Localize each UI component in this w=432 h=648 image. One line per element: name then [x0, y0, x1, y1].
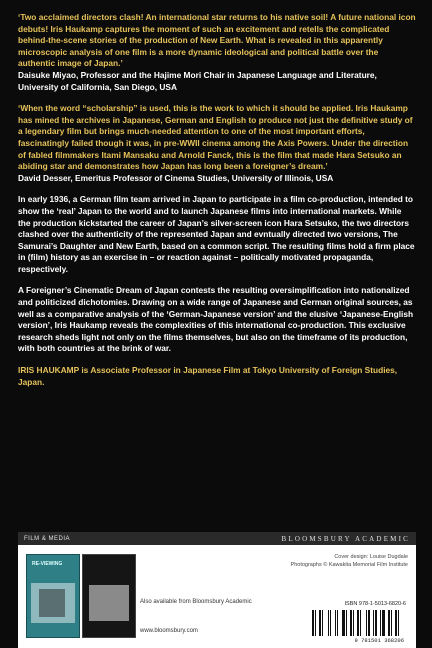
barcode-bar: [337, 610, 338, 636]
cover-text: [18, 12, 416, 388]
endorsement-attribution-2: David Desser, Emeritus Professor of Cinema Studies, University of Illinois, USA: [18, 172, 334, 183]
publisher-name: BLOOMSBURY ACADEMIC: [281, 534, 410, 543]
related-book-cover-1[interactable]: [26, 554, 80, 638]
barcode-bar: [375, 610, 377, 636]
photo-credit: Photographs © Kawakita Memorial Film Institute: [290, 561, 408, 568]
related-book-cover-2[interactable]: [82, 554, 136, 638]
cover-figure: [39, 589, 65, 617]
barcode-bar: [339, 610, 341, 636]
barcode-bar: [373, 610, 374, 636]
barcode-bar: [346, 610, 347, 636]
also-available-text: Also available from Bloomsbury Academic: [140, 599, 252, 605]
category-label: FILM & MEDIA: [24, 535, 71, 542]
barcode-bar: [380, 610, 381, 636]
isbn-label: ISBN 978-1-5013-6820-6: [344, 601, 406, 607]
barcode-bar: [348, 610, 349, 636]
barcode-bar: [355, 610, 356, 636]
related-book-title-1: RE-VIEWING: [32, 561, 63, 567]
barcode-bar: [332, 610, 334, 636]
barcode-bar: [324, 610, 327, 636]
barcode-bar: [388, 610, 390, 636]
barcode-bar: [362, 610, 365, 636]
barcode-bar: [366, 610, 367, 636]
barcode-bar: [335, 610, 336, 636]
description-paragraph-1: In early 1936, a German film team arrived in Japan to participate in a film co-production, intended to show the ‘real’ Japan to the world and to launch Japanese films into international markets. While the production kickstarted the career of Japan’s silver-screen icon Hara Setsuko, the two directors clashed over the authenticity of the represented Japan and evntually directed two versions, The Samurai’s Daughter and New Earth, based on a common script. The resulting films hold a firm place in (film) history as an exercise in – or reaction against – politically motivated propaganda, respectively.: [18, 194, 415, 274]
endorsement-quote-2: ‘When the word “scholarship” is used, this is the work to which it should be applied. Iris Haukamp has mined the archives in Japanese, German and English to produce not just the definitive study of a legendary film but brings much-needed attention to one of the most important efforts, fascinatingly failed though it was, in pre-WWII cinema among the Axis Powers. Under the direction of fabled filmmakers Itami Mansaku and Arnold Fanck, this is the film that made Hara Setsuko an abiding star and demonstrates how Japan has long been a foreigner’s dream.’: [18, 103, 413, 172]
barcode-bar: [382, 610, 385, 636]
barcode-bar: [371, 610, 372, 636]
endorsement-quote-1: ‘Two acclaimed directors clash! An international star returns to his native soil! A future national icon debuts! Iris Haukamp captures the moment of such an excitement and retells the complicated behind-the-scene stories of the production of New Earth. What is revealed in this apparently microscopic analysis of one film is a more dynamic ideological and political battle over the authentic image of Japan.’: [18, 12, 416, 69]
barcode-number: 9 781501 368206: [354, 637, 404, 644]
barcode-bar: [357, 610, 359, 636]
barcode-bar: [315, 610, 316, 636]
barcode-bar: [322, 610, 323, 636]
barcode-bar: [317, 610, 318, 636]
barcode-bar: [368, 610, 370, 636]
description-paragraph-2: A Foreigner’s Cinematic Dream of Japan contests the resulting oversimplification into nationalized and politicized dichotomies. Drawing on a wide range of Japanese and German original sources, as well as a comparative analysis of the ‘German-Japanese version’ and the elusive ‘Japanese-English version’, Iris Haukamp reveals the complexities of this international co-production. This exclusive research sheds light not only on the films themselves, but also on the timeframe of its production, with both countries at the brink of war.: [18, 285, 414, 354]
cover-design-credit: Cover design: Louise Dugdale: [334, 554, 408, 560]
endorsement-attribution-1: Daisuke Miyao, Professor and the Hajime Mori Chair in Japanese Language and Literature, University of California, San Diego, USA: [18, 69, 377, 92]
design-credits: [291, 554, 408, 569]
cover-image: [89, 585, 129, 621]
publisher-bar: [18, 532, 416, 545]
barcode-bar: [393, 610, 394, 636]
barcode-icon: [312, 610, 404, 636]
barcode-bar: [398, 610, 399, 636]
barcode-bar: [319, 610, 321, 636]
barcode-bar: [353, 610, 354, 636]
barcode-bar: [400, 610, 402, 636]
barcode-bar: [328, 610, 329, 636]
author-bio: IRIS HAUKAMP is Associate Professor in Japanese Film at Tokyo University of Foreign Studies, Japan.: [18, 365, 398, 387]
barcode-bar: [312, 610, 314, 636]
publisher-footer: [18, 532, 416, 648]
barcode-bar: [360, 610, 361, 636]
barcode-bar: [391, 610, 392, 636]
publisher-website[interactable]: www.bloomsbury.com: [140, 628, 198, 634]
barcode-bar: [330, 610, 331, 636]
barcode-bar: [350, 610, 352, 636]
barcode-bar: [342, 610, 345, 636]
barcode-bar: [378, 610, 379, 636]
barcode-bar: [395, 610, 397, 636]
barcode-bar: [386, 610, 387, 636]
